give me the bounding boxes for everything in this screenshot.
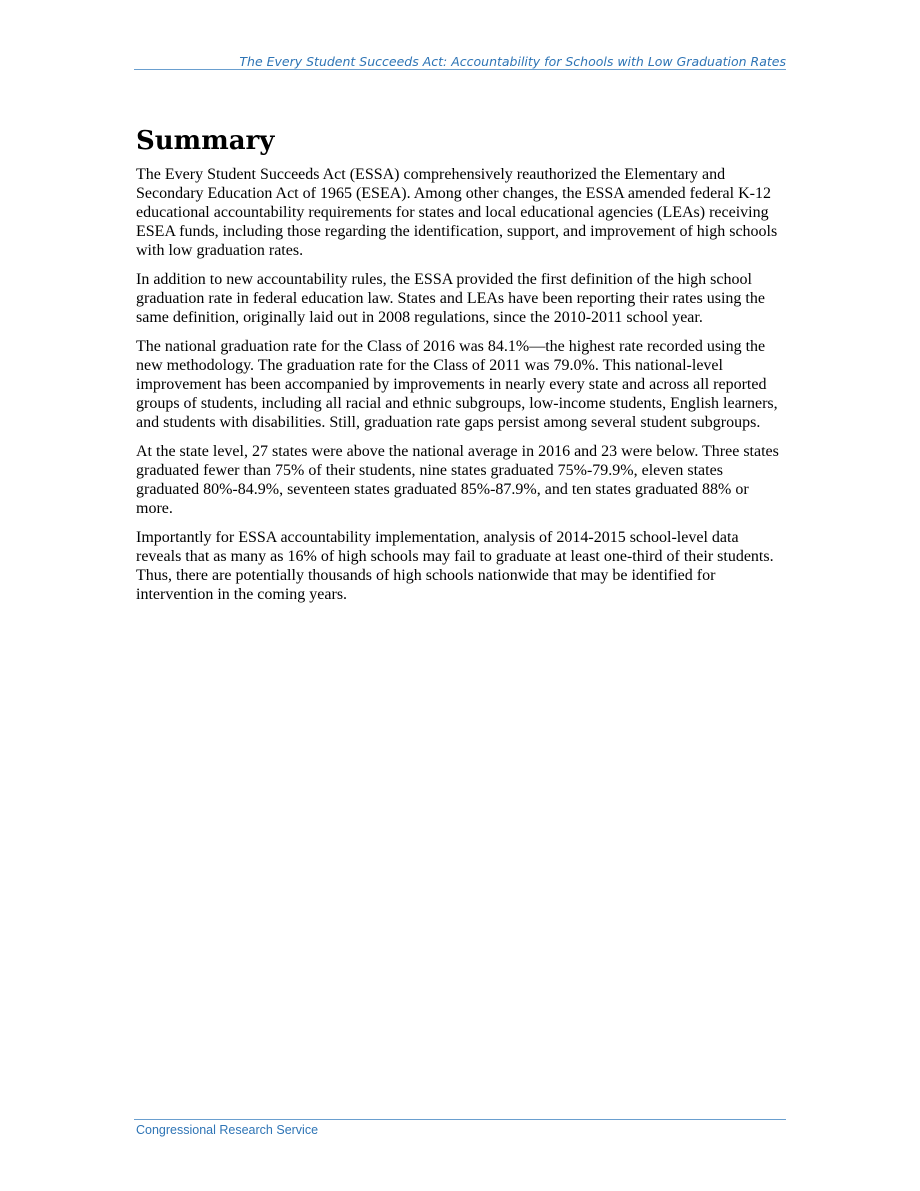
summary-paragraph-2: In addition to new accountability rules, the ESSA provided the first definition of the high school graduation rate in federal education law. States and LEAs have been reporting their rates using the same definition, originally laid out in 2008 regulations, since the 2010-2011 school year.: [136, 271, 765, 326]
section-heading: Summary: [136, 126, 275, 156]
header-divider: [134, 69, 786, 70]
summary-paragraph-4: At the state level, 27 states were above the national average in 2016 and 23 were below. Three states graduated fewer than 75% of their students, nine states graduated 75%-79.9%, eleven states graduated 80%-84.9%, seventeen states graduated 85%-87.9%, and ten states graduated 88% or more.: [136, 443, 779, 517]
summary-paragraph-3: The national graduation rate for the Class of 2016 was 84.1%—the highest rate recorded using the new methodology. The graduation rate for the Class of 2011 was 79.0%. This national-level improvement has been accompanied by improvements in nearly every state and across all reported groups of students, including all racial and ethnic subgroups, low-income students, English learners, and students with disabilities. Still, graduation rate gaps persist among several student subgroups.: [136, 338, 778, 431]
summary-paragraph-5: Importantly for ESSA accountability implementation, analysis of 2014-2015 school-level data reveals that as many as 16% of high schools may fail to graduate at least one-third of their students. Thus, there are potentially thousands of high schools nationwide that may be identified for intervention in the coming years.: [136, 529, 774, 603]
summary-section: [136, 124, 786, 614]
footer-organization: Congressional Research Service: [136, 1123, 319, 1137]
footer-divider: [134, 1119, 786, 1120]
running-header-title: The Every Student Succeeds Act: Accountability for Schools with Low Graduation Rates: [239, 54, 786, 69]
summary-paragraph-1: The Every Student Succeeds Act (ESSA) comprehensively reauthorized the Elementary and Secondary Education Act of 1965 (ESEA). Among other changes, the ESSA amended federal K-12 educational accountability requirements for states and local educational agencies (LEAs) receiving ESEA funds, including those regarding the identification, support, and improvement of high schools with low graduation rates.: [136, 166, 778, 259]
